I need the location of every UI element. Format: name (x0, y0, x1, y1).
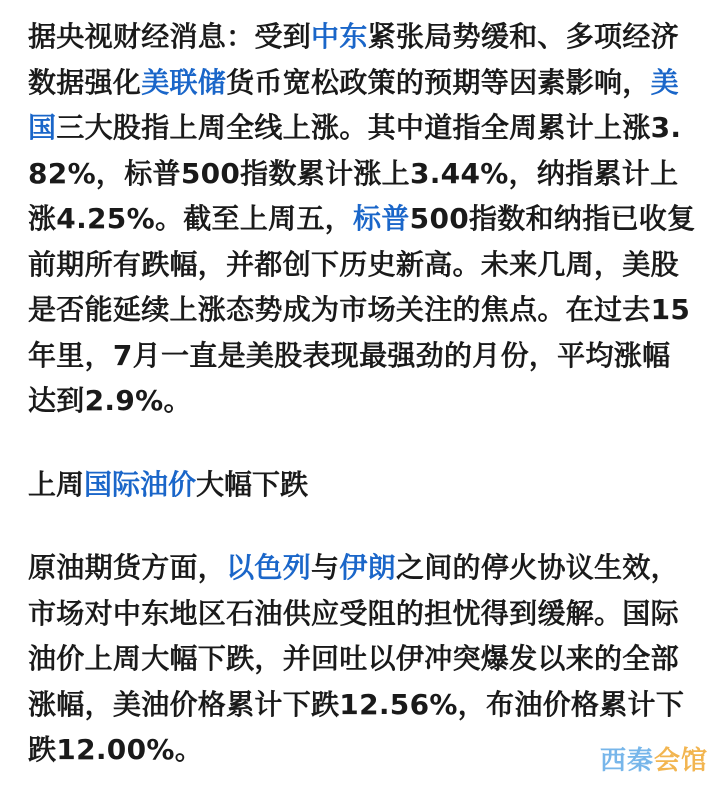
text-segment: 与 (311, 551, 340, 584)
text-segment: 之间的停火协议生效，市场对中东地区石油供应受阻的担忧得到缓解。国际油价上周大幅下跌，并回吐以伊冲突爆发以来的全部涨幅，美油价格累计下跌12.56%，布油价格累计下跌12.00%。 (28, 551, 685, 766)
link-中东[interactable]: 中东 (311, 20, 368, 53)
text-segment: 上周 (28, 467, 85, 501)
text-segment: 三大股指上周全线上涨。其中道指全周累计上涨3.82%，标普500指数累计涨上3.44%，纳指累计上涨4.25%。截至上周五， (28, 111, 682, 235)
text-segment: 500指数和纳指已收复前期所有跌幅，并都创下历史新高。未来几周，美股是否能延续上涨态势成为市场关注的焦点。在过去15年里，7月一直是美股表现最强劲的月份，平均涨幅达到2.9%。 (28, 202, 696, 417)
section-heading-oil (28, 462, 696, 508)
link-美联储[interactable]: 美联储 (141, 65, 227, 99)
paragraph-stocks (28, 14, 696, 424)
watermark-part2: 会馆 (653, 746, 708, 776)
link-国际油价[interactable]: 国际油价 (84, 467, 197, 501)
watermark-part1: 西秦 (599, 746, 654, 776)
text-segment: 原油期货方面， (28, 551, 227, 584)
text-segment: 紧张局势缓和、多项经济数据强化 (28, 20, 679, 99)
link-标普[interactable]: 标普 (353, 202, 410, 235)
link-美国[interactable]: 美国 (28, 65, 679, 144)
text-segment: 大幅下跌 (196, 467, 309, 501)
link-伊朗[interactable]: 伊朗 (339, 551, 396, 584)
link-以色列[interactable]: 以色列 (226, 551, 312, 584)
text-segment: 货币宽松政策的预期等因素影响， (226, 65, 651, 99)
text-segment: 据央视财经消息：受到 (28, 20, 312, 53)
article-body (28, 14, 696, 773)
watermark-logo (600, 740, 708, 777)
paragraph-oil (28, 545, 696, 773)
